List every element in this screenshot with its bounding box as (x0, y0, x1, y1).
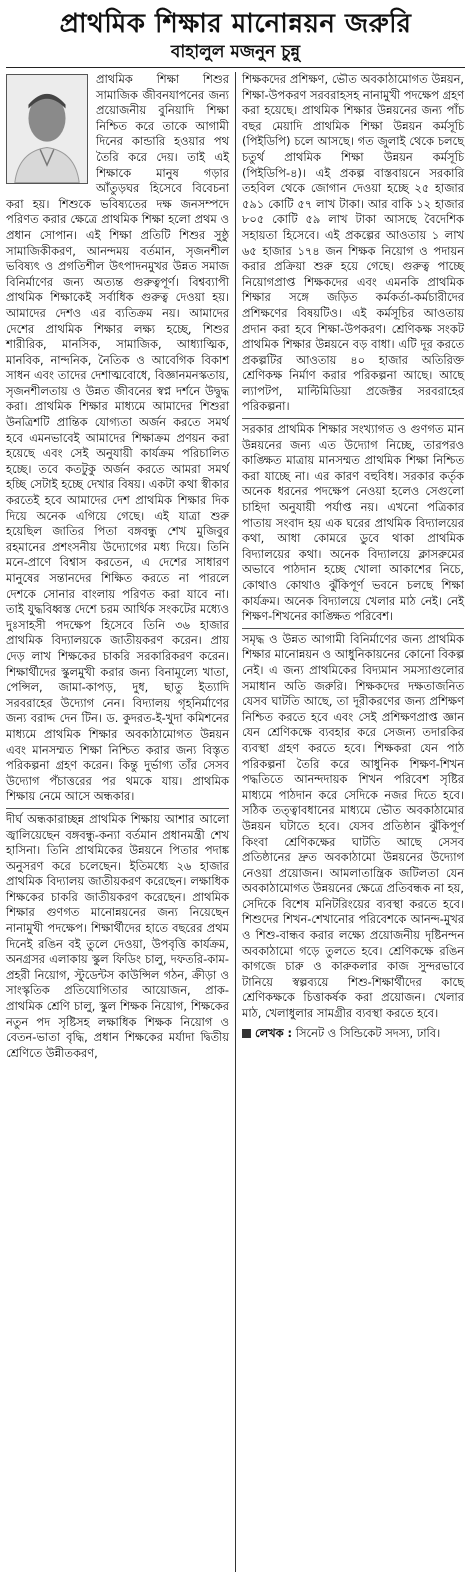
right-divider-1 (242, 418, 464, 419)
right-paragraph-1: শিক্ষকদের প্রশিক্ষণ, ভৌত অবকাঠামোগত উন্নয়ন, শিক্ষা-উপকরণ সরবরাহসহ নানামুখী পদক্ষেপ গ্রহণ করা হয়েছে। প্রাথমিক শিক্ষার উন্নয়নের জন্য পাঁচ বছর মেয়াদি প্রাথমিক শিক্ষা উন্নয়ন কর্মসূচি (পিইডিপি) চলে আসছে। গত জুলাই থেকে চলছে চতুর্থ প্রাথমিক শিক্ষা উন্নয়ন কর্মসূচি (পিইডিপি-৪)। এই প্রকল্প বাস্তবায়নে সরকারি তহবিল থেকে জোগান দেওয়া হচ্ছে ২৫ হাজার ৫৯১ কোটি ৫৭ লাখ টাকা। আর বাকি ১২ হাজার ৮০৫ কোটি ৫৯ লাখ টাকা আসছে বৈদেশিক সহায়তা হিসেবে। এই প্রকল্পের আওতায় ১ লাখ ৬৫ হাজার ১৭৪ জন শিক্ষক নিয়োগ ও পদায়ন করার প্রক্রিয়া শুরু হয়ে গেছে। গুরুত্ব পাচ্ছে নিয়োগপ্রাপ্ত শিক্ষকদের এবং এমনকি প্রাথমিক শিক্ষার সঙ্গে জড়িত কর্মকর্তা-কর্মচারীদের প্রশিক্ষণের বিষয়টিও। এই কর্মসূচির আওতায় প্রদান করা হবে শিক্ষা-উপকরণ। শ্রেণিকক্ষ সংকট প্রাথমিক শিক্ষার উন্নয়নে বড় বাধা। এটি দূর করতে প্রকল্পটির আওতায় ৪০ হাজার অতিরিক্ত শ্রেণিকক্ষ নির্মাণ করার পরিকল্পনা আছে। আছে ল্যাপটপ, মাল্টিমিডিয়া প্রজেক্টর সরবরাহের পরিকল্পনা। (242, 72, 464, 414)
header-rule (6, 67, 465, 68)
author-photo (6, 74, 88, 184)
author-note-text: সিনেট ও সিন্ডিকেট সদস্য, ঢাবি। (295, 1025, 441, 1040)
right-paragraph-2: সরকার প্রাথমিক শিক্ষার সংখ্যাগত ও গুণগত মান উন্নয়নের জন্য এত উদ্যোগ নিচ্ছে, তারপরও কাঙ্ক্ষিত মাত্রায় মানসম্মত প্রাথমিক শিক্ষা নিশ্চিত করা যাচ্ছে না। এর কারণ বহুবিধ। সরকার কর্তৃক অনেক ধরনের পদক্ষেপ নেওয়া হলেও সেগুলো চাহিদা অনুযায়ী পর্যাপ্ত নয়। এখনো পত্রিকার পাতায় সংবাদ হয় এক ঘরের প্রাথমিক বিদ্যালয়ের কথা, আধা কোমরে ডুবে থাকা প্রাথমিক বিদ্যালয়ের কথা। অনেক বিদ্যালয়ে ক্লাসরুমের অভাবে পাঠদান হচ্ছে খোলা আকাশের নিচে, কোথাও কোথাও ঝুঁকিপূর্ণ ভবনে চলছে শিক্ষা কার্যক্রম। অনেক বিদ্যালয়ে খেলার মাঠ নেই। নেই শিক্ষণ-শিখনের কাঙ্ক্ষিত পরিবেশ। (242, 422, 464, 624)
right-divider-2 (242, 628, 464, 629)
author-photo-frame (6, 74, 88, 184)
left-divider (6, 808, 229, 809)
right-column (235, 72, 464, 1572)
right-paragraph-3: সমৃদ্ধ ও উন্নত আগামী বিনির্মাণের জন্য প্রাথমিক শিক্ষার মানোন্নয়ন ও আধুনিকায়নের কোনো বিকল্প নেই। এ জন্য প্রাথমিকের বিদ্যমান সমস্যাগুলোর সমাধান অতি জরুরি। শিক্ষকদের দক্ষতাজনিত যেসব ঘাটতি আছে, তা দূরীকরণের জন্য প্রশিক্ষণ নিশ্চিত করতে হবে এবং সেই প্রশিক্ষণপ্রাপ্ত জ্ঞান যেন শ্রেণিকক্ষে ব্যবহার করে সেজন্য তদারকির ব্যবস্থা গ্রহণ করতে হবে। শিক্ষকরা যেন পাঠ পরিকল্পনা তৈরি করে আধুনিক শিক্ষণ-শিখন পদ্ধতিতে আনন্দদায়ক শিখন পরিবেশ সৃষ্টির মাধ্যমে পাঠদান করে সেদিকে নজর দিতে হবে। সঠিক তত্ত্বাবধানের মাধ্যমে ভৌত অবকাঠামোর উন্নয়ন ঘটাতে হবে। যেসব প্রতিষ্ঠান ঝুঁকিপূর্ণ কিংবা শ্রেণিকক্ষের ঘাটতি আছে সেসব প্রতিষ্ঠানের দ্রুত অবকাঠামো উন্নয়নের উদ্যোগ নেওয়া প্রয়োজন। আমলাতান্ত্রিক জটিলতা যেন অবকাঠামোগত উন্নয়নের ক্ষেত্রে প্রতিবন্ধক না হয়, সেদিকে বিশেষ মনিটরিংয়ের ব্যবস্থা করতে হবে। শিশুদের শিখন-শেখানোর পরিবেশকে আনন্দ-মুখর ও শিশু-বান্ধব করার লক্ষ্যে প্রয়োজনীয় দৃষ্টিনন্দন অবকাঠামো গড়ে তুলতে হবে। শ্রেণিকক্ষে রঙিন কাগজে চারু ও কারুকলার কাজ সুন্দরভাবে টানিয়ে স্বল্পব্যয়ে শিশু-শিক্ষার্থীদের কাছে শ্রেণিকক্ষকে চিত্তাকর্ষক করা প্রয়োজন। খেলার মাঠ, খেলাধুলার সামগ্রীর ব্যবস্থা করতে হবে। (242, 631, 464, 1021)
article-headline: প্রাথমিক শিক্ষার মানোন্নয়ন জরুরি (59, 9, 412, 39)
left-paragraph-1: প্রাথমিক শিক্ষা শিশুর সামাজিক জীবনযাপনের জন্য প্রয়োজনীয় বুনিয়াদি শিক্ষা নিশ্চিত করে তাকে আগামী দিনের কান্ডারি হওয়ার পথ তৈরি করে দেয়। তাই এই শিক্ষাকে মানুষ গড়ার আঁতুড়ঘর হিসেবে বিবেচনা করা হয়। শিশুকে ভবিষ্যতের দক্ষ জনসম্পদে পরিণত করার ক্ষেত্রে প্রাথমিক শিক্ষা হলো প্রথম ও প্রধান সোপান। এই শিক্ষা প্রতিটি শিশুর সুষ্ঠু সামাজিকীকরণ, আনন্দময় বর্তমান, সৃজনশীল ভবিষ্যৎ ও প্রগতিশীল উৎপাদনমুখর উন্নত সমাজ বিনির্মাণের জন্য অত্যন্ত গুরুত্বপূর্ণ। বিশ্বব্যাপী প্রাথমিক শিক্ষাকেই সর্বাধিক গুরুত্ব দেওয়া হয়। আমাদের দেশও এর ব্যতিক্রম নয়। আমাদের দেশের প্রাথমিক শিক্ষার লক্ষ্য হচ্ছে, শিশুর শারীরিক, মানসিক, সামাজিক, আধ্যাত্মিক, মানবিক, নান্দনিক, নৈতিক ও আবেগিক বিকাশ সাধন এবং তাদের দেশাত্মবোধে, বিজ্ঞানমনস্কতায়, সৃজনশীলতায় ও উন্নত জীবনের স্বপ্ন দর্শনে উদ্বুদ্ধ করা। প্রাথমিক শিক্ষার মাধ্যমে আমাদের শিশুরা উনত্রিশটি প্রান্তিক যোগ্যতা অর্জন করতে সমর্থ হবে এমনভাবেই আমাদের শিক্ষাক্রম প্রণয়ন করা হয়েছে এবং সেই অনুযায়ী কার্যক্রম পরিচালিত হচ্ছে। তবে কতটুকু অর্জন করতে আমরা সমর্থ হচ্ছি সেটাই হচ্ছে দেখার বিষয়। একটা কথা স্বীকার করতেই হবে আমাদের দেশ প্রাথমিক শিক্ষার দিক দিয়ে অনেক এগিয়ে গেছে। এই যাত্রা শুরু হয়েছিল জাতির পিতা বঙ্গবন্ধু শেখ মুজিবুর রহমানের প্রশংসনীয় উদ্যোগের মধ্য দিয়ে। তিনি মনে-প্রাণে বিশ্বাস করতেন, এ দেশের সাধারণ মানুষের সন্তানদের শিক্ষিত করতে না পারলে দেশকে সোনার বাংলায় পরিণত করা যাবে না। তাই যুদ্ধবিধ্বস্ত দেশে চরম আর্থিক সংকটের মধ্যেও দুঃসাহসী পদক্ষেপ হিসেবে তিনি ৩৬ হাজার প্রাথমিক বিদ্যালয়কে জাতীয়করণ করেন। প্রায় দেড় লাখ শিক্ষকের চাকরি সরকারিকরণ করেন। শিক্ষার্থীদের স্কুলমুখী করার জন্য বিনামূল্যে খাতা, পেন্সিল, জামা-কাপড়, দুধ, ছাতু ইত্যাদি সরবরাহের উদ্যোগ নেন। বিদ্যালয় গৃহনির্মাণের জন্য বরাদ্দ দেন টিন। ড. কুদরত-ই-খুদা কমিশনের মাধ্যমে প্রাথমিক শিক্ষার অবকাঠামোগত উন্নয়ন এবং মানসম্মত শিক্ষা নিশ্চিত করার জন্য বিস্তৃত পরিকল্পনা গ্রহণ করেন। কিন্তু দুর্ভাগ্য তাঁর সেসব উদ্যোগ পঁচাত্তরের পর থমকে যায়। প্রাথমিক শিক্ষায় নেমে আসে অন্ধকার। (6, 72, 229, 804)
article-columns (6, 72, 465, 1572)
author-note (242, 1026, 464, 1042)
left-paragraph-2: দীর্ঘ অন্ধকারাচ্ছন্ন প্রাথমিক শিক্ষায় আশার আলো জ্বালিয়েছেন বঙ্গবন্ধু-কন্যা বর্তমান প্রধানমন্ত্রী শেখ হাসিনা। তিনি প্রাথমিকের উন্নয়নে পিতার পদাঙ্ক অনুসরণ করে চলেছেন। ইতিমধ্যে ২৬ হাজার প্রাথমিক বিদ্যালয় জাতীয়করণ করেছেন। লক্ষাধিক শিক্ষকের চাকরি জাতীয়করণ করেছেন। প্রাথমিক শিক্ষার গুণগত মানোন্নয়নের জন্য নিয়েছেন নানামুখী পদক্ষেপ। শিক্ষার্থীদের হাতে বছরের প্রথম দিনেই রঙিন বই তুলে দেওয়া, উপবৃত্তি কার্যক্রম, অনগ্রসর এলাকায় স্কুল ফিডিং চালু, দফতরি-কাম-প্রহরী নিয়োগ, স্টুডেন্টস কাউন্সিল গঠন, ক্রীড়া ও সাংস্কৃতিক প্রতিযোগিতার আয়োজন, প্রাক-প্রাথমিক শ্রেণি চালু, স্কুল শিক্ষক নিয়োগ, শিক্ষকের নতুন পদ সৃষ্টিসহ লক্ষাধিক শিক্ষক নিয়োগ ও বেতন-ভাতা বৃদ্ধি, প্রধান শিক্ষকের মর্যাদা দ্বিতীয় শ্রেণিতে উন্নীতকরণ, (6, 811, 229, 1060)
article-byline: বাহালুল মজনুন চুন্নু (170, 42, 301, 62)
left-column (6, 72, 235, 1572)
author-note-label: লেখক : (255, 1025, 293, 1040)
bullet-square-icon (242, 1029, 251, 1038)
